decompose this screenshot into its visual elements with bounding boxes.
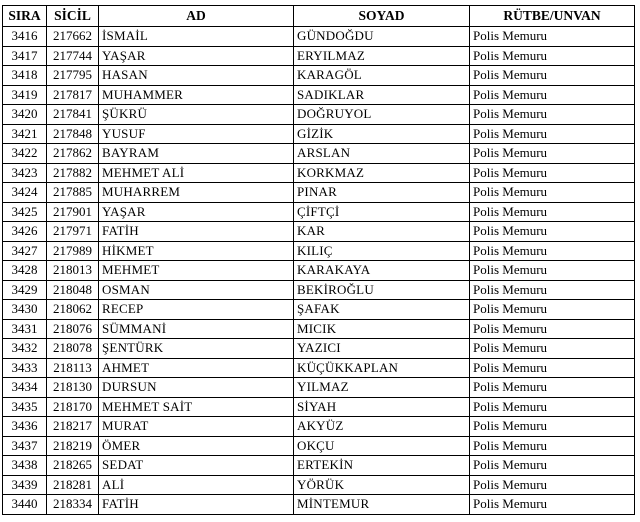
cell-rutbe: Polis Memuru xyxy=(470,66,635,86)
table-row xyxy=(3,105,635,125)
cell-ad: SEDAT xyxy=(99,456,294,476)
cell-sira: 3421 xyxy=(3,124,47,144)
cell-sira: 3424 xyxy=(3,183,47,203)
cell-soyad: KILIÇ xyxy=(294,241,470,261)
table-row xyxy=(3,417,635,437)
cell-ad: İSMAİL xyxy=(99,27,294,47)
cell-soyad: ŞAFAK xyxy=(294,300,470,320)
cell-sicil: 217989 xyxy=(47,241,99,261)
cell-sicil: 217744 xyxy=(47,46,99,66)
cell-ad: MEHMET xyxy=(99,261,294,281)
cell-soyad: KAR xyxy=(294,222,470,242)
cell-ad: MUHARREM xyxy=(99,183,294,203)
table-row xyxy=(3,378,635,398)
cell-rutbe: Polis Memuru xyxy=(470,261,635,281)
cell-soyad: AKYÜZ xyxy=(294,417,470,437)
cell-ad: HİKMET xyxy=(99,241,294,261)
cell-soyad: KARAGÖL xyxy=(294,66,470,86)
cell-ad: MURAT xyxy=(99,417,294,437)
cell-sira: 3431 xyxy=(3,319,47,339)
cell-sicil: 218076 xyxy=(47,319,99,339)
cell-rutbe: Polis Memuru xyxy=(470,300,635,320)
personnel-table xyxy=(2,5,635,515)
cell-rutbe: Polis Memuru xyxy=(470,397,635,417)
cell-sira: 3416 xyxy=(3,27,47,47)
header-ad: AD xyxy=(99,6,294,27)
cell-sicil: 217817 xyxy=(47,85,99,105)
cell-soyad: MİNTEMUR xyxy=(294,495,470,515)
cell-rutbe: Polis Memuru xyxy=(470,495,635,515)
cell-sicil: 218265 xyxy=(47,456,99,476)
table-row xyxy=(3,280,635,300)
cell-ad: BAYRAM xyxy=(99,144,294,164)
cell-rutbe: Polis Memuru xyxy=(470,144,635,164)
table-header xyxy=(3,6,635,27)
cell-sicil: 217971 xyxy=(47,222,99,242)
cell-soyad: SİYAH xyxy=(294,397,470,417)
cell-sira: 3438 xyxy=(3,456,47,476)
cell-rutbe: Polis Memuru xyxy=(470,163,635,183)
cell-sicil: 217882 xyxy=(47,163,99,183)
header-sicil: SİCİL xyxy=(47,6,99,27)
header-sira: SIRA xyxy=(3,6,47,27)
cell-rutbe: Polis Memuru xyxy=(470,436,635,456)
table-row xyxy=(3,241,635,261)
cell-rutbe: Polis Memuru xyxy=(470,222,635,242)
cell-sicil: 218334 xyxy=(47,495,99,515)
cell-ad: SÜMMANİ xyxy=(99,319,294,339)
cell-rutbe: Polis Memuru xyxy=(470,46,635,66)
cell-ad: ŞÜKRÜ xyxy=(99,105,294,125)
cell-rutbe: Polis Memuru xyxy=(470,456,635,476)
cell-sicil: 217795 xyxy=(47,66,99,86)
cell-sira: 3440 xyxy=(3,495,47,515)
cell-ad: ALİ xyxy=(99,475,294,495)
cell-ad: HASAN xyxy=(99,66,294,86)
table-row xyxy=(3,124,635,144)
cell-rutbe: Polis Memuru xyxy=(470,280,635,300)
cell-sicil: 217841 xyxy=(47,105,99,125)
cell-soyad: GÜNDOĞDU xyxy=(294,27,470,47)
cell-rutbe: Polis Memuru xyxy=(470,202,635,222)
cell-sira: 3418 xyxy=(3,66,47,86)
table-row xyxy=(3,46,635,66)
table-row xyxy=(3,66,635,86)
cell-sira: 3434 xyxy=(3,378,47,398)
cell-rutbe: Polis Memuru xyxy=(470,378,635,398)
cell-sira: 3423 xyxy=(3,163,47,183)
cell-soyad: YÖRÜK xyxy=(294,475,470,495)
cell-ad: YAŞAR xyxy=(99,46,294,66)
cell-sicil: 218130 xyxy=(47,378,99,398)
table-row xyxy=(3,300,635,320)
cell-soyad: ARSLAN xyxy=(294,144,470,164)
cell-sicil: 217885 xyxy=(47,183,99,203)
cell-sicil: 217862 xyxy=(47,144,99,164)
cell-sicil: 218078 xyxy=(47,339,99,359)
table-row xyxy=(3,27,635,47)
cell-sicil: 218170 xyxy=(47,397,99,417)
cell-sicil: 218062 xyxy=(47,300,99,320)
cell-sira: 3435 xyxy=(3,397,47,417)
table-row xyxy=(3,436,635,456)
cell-sicil: 218048 xyxy=(47,280,99,300)
table-row xyxy=(3,183,635,203)
table-row xyxy=(3,339,635,359)
cell-ad: ŞENTÜRK xyxy=(99,339,294,359)
cell-sira: 3429 xyxy=(3,280,47,300)
cell-ad: AHMET xyxy=(99,358,294,378)
cell-rutbe: Polis Memuru xyxy=(470,124,635,144)
cell-sira: 3426 xyxy=(3,222,47,242)
header-rutbe: RÜTBE/UNVAN xyxy=(470,6,635,27)
cell-soyad: ERTEKİN xyxy=(294,456,470,476)
cell-soyad: PINAR xyxy=(294,183,470,203)
table-row xyxy=(3,319,635,339)
table-row xyxy=(3,397,635,417)
table-row xyxy=(3,495,635,515)
cell-soyad: MICIK xyxy=(294,319,470,339)
cell-rutbe: Polis Memuru xyxy=(470,417,635,437)
cell-rutbe: Polis Memuru xyxy=(470,339,635,359)
cell-sira: 3439 xyxy=(3,475,47,495)
cell-soyad: GİZİK xyxy=(294,124,470,144)
table-row xyxy=(3,222,635,242)
table-row xyxy=(3,261,635,281)
cell-rutbe: Polis Memuru xyxy=(470,27,635,47)
cell-ad: MEHMET ALİ xyxy=(99,163,294,183)
table-row xyxy=(3,358,635,378)
cell-soyad: YAZICI xyxy=(294,339,470,359)
cell-sicil: 218217 xyxy=(47,417,99,437)
table-row xyxy=(3,85,635,105)
cell-sira: 3428 xyxy=(3,261,47,281)
cell-ad: FATİH xyxy=(99,222,294,242)
cell-rutbe: Polis Memuru xyxy=(470,358,635,378)
cell-soyad: OKÇU xyxy=(294,436,470,456)
cell-sira: 3417 xyxy=(3,46,47,66)
cell-sira: 3422 xyxy=(3,144,47,164)
cell-ad: FATİH xyxy=(99,495,294,515)
table-row xyxy=(3,475,635,495)
cell-sira: 3437 xyxy=(3,436,47,456)
header-row xyxy=(3,6,635,27)
table-row xyxy=(3,202,635,222)
cell-ad: OSMAN xyxy=(99,280,294,300)
cell-soyad: KORKMAZ xyxy=(294,163,470,183)
cell-sicil: 218113 xyxy=(47,358,99,378)
table-row xyxy=(3,144,635,164)
cell-soyad: DOĞRUYOL xyxy=(294,105,470,125)
cell-rutbe: Polis Memuru xyxy=(470,241,635,261)
table-row xyxy=(3,456,635,476)
cell-soyad: SADIKLAR xyxy=(294,85,470,105)
cell-ad: MEHMET SAİT xyxy=(99,397,294,417)
cell-sira: 3425 xyxy=(3,202,47,222)
cell-sicil: 218281 xyxy=(47,475,99,495)
cell-sira: 3433 xyxy=(3,358,47,378)
cell-soyad: YILMAZ xyxy=(294,378,470,398)
cell-ad: YAŞAR xyxy=(99,202,294,222)
cell-soyad: BEKİROĞLU xyxy=(294,280,470,300)
cell-soyad: KÜÇÜKKAPLAN xyxy=(294,358,470,378)
cell-sira: 3430 xyxy=(3,300,47,320)
cell-sicil: 217848 xyxy=(47,124,99,144)
cell-sicil: 217662 xyxy=(47,27,99,47)
cell-ad: YUSUF xyxy=(99,124,294,144)
cell-sira: 3419 xyxy=(3,85,47,105)
cell-soyad: ERYILMAZ xyxy=(294,46,470,66)
table-row xyxy=(3,163,635,183)
cell-soyad: KARAKAYA xyxy=(294,261,470,281)
cell-rutbe: Polis Memuru xyxy=(470,105,635,125)
cell-rutbe: Polis Memuru xyxy=(470,85,635,105)
cell-sira: 3432 xyxy=(3,339,47,359)
cell-rutbe: Polis Memuru xyxy=(470,183,635,203)
cell-rutbe: Polis Memuru xyxy=(470,475,635,495)
table-body xyxy=(3,27,635,515)
cell-ad: ÖMER xyxy=(99,436,294,456)
header-soyad: SOYAD xyxy=(294,6,470,27)
cell-sicil: 218013 xyxy=(47,261,99,281)
cell-rutbe: Polis Memuru xyxy=(470,319,635,339)
cell-sira: 3427 xyxy=(3,241,47,261)
cell-ad: RECEP xyxy=(99,300,294,320)
cell-ad: DURSUN xyxy=(99,378,294,398)
cell-sira: 3436 xyxy=(3,417,47,437)
cell-soyad: ÇİFTÇİ xyxy=(294,202,470,222)
cell-sicil: 218219 xyxy=(47,436,99,456)
cell-sira: 3420 xyxy=(3,105,47,125)
cell-sicil: 217901 xyxy=(47,202,99,222)
cell-ad: MUHAMMER xyxy=(99,85,294,105)
